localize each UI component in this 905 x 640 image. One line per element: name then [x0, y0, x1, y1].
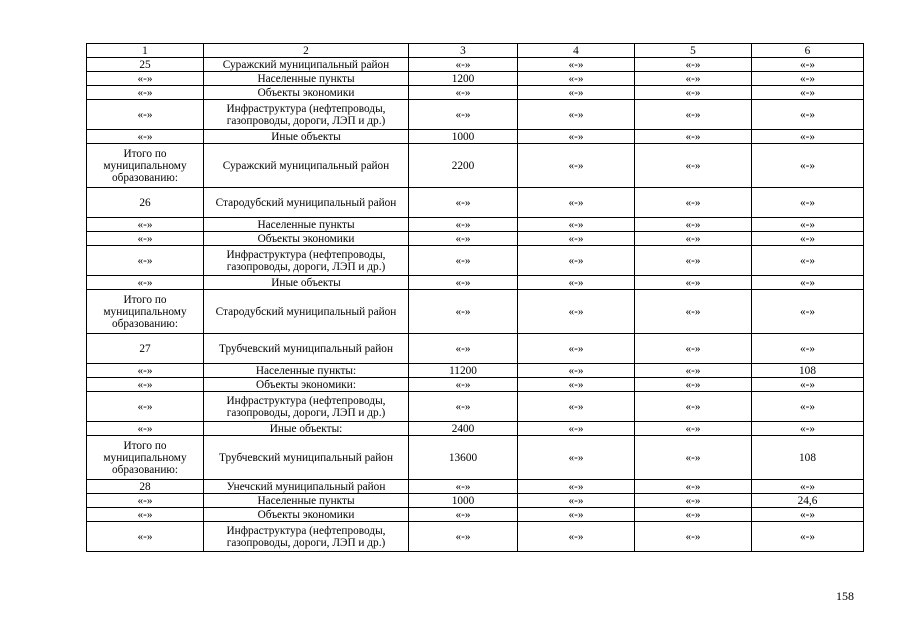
table-cell: «-»: [635, 480, 752, 494]
table-cell: «-»: [518, 58, 635, 72]
table-cell: «-»: [87, 508, 204, 522]
table-cell: 1000: [409, 494, 518, 508]
table-cell: «-»: [752, 290, 864, 334]
table-cell: Унечский муниципальный район: [204, 480, 409, 494]
table-cell: «-»: [518, 392, 635, 422]
table-cell: «-»: [635, 392, 752, 422]
table-cell: «-»: [409, 58, 518, 72]
table-cell: «-»: [752, 422, 864, 436]
table-cell: «-»: [518, 100, 635, 130]
table-row: [87, 436, 864, 480]
table-cell: 26: [87, 188, 204, 218]
table-cell: «-»: [635, 130, 752, 144]
table-cell: «-»: [409, 246, 518, 276]
table-cell: Стародубский муниципальный район: [204, 188, 409, 218]
table-cell: Трубчевский муниципальный район: [204, 334, 409, 364]
table-cell: «-»: [635, 232, 752, 246]
table-cell: «-»: [87, 72, 204, 86]
table-cell: «-»: [752, 334, 864, 364]
table-cell: 24,6: [752, 494, 864, 508]
table-cell: Населенные пункты: [204, 218, 409, 232]
table-cell: Суражский муниципальный район: [204, 58, 409, 72]
table-cell: «-»: [409, 218, 518, 232]
table-cell: «-»: [752, 378, 864, 392]
table-cell: «-»: [409, 86, 518, 100]
table-cell: Суражский муниципальный район: [204, 144, 409, 188]
table-cell: «-»: [518, 72, 635, 86]
table-cell: Объекты экономики: [204, 508, 409, 522]
table-cell: «-»: [635, 522, 752, 552]
table-cell: «-»: [752, 72, 864, 86]
table-cell: 28: [87, 480, 204, 494]
table-cell: «-»: [409, 276, 518, 290]
table-cell: «-»: [409, 290, 518, 334]
table-cell: «-»: [635, 378, 752, 392]
table-cell: 27: [87, 334, 204, 364]
table-row: [87, 508, 864, 522]
table-cell: «-»: [635, 100, 752, 130]
table-cell: Иные объекты:: [204, 422, 409, 436]
table-cell: «-»: [752, 130, 864, 144]
data-table: [86, 43, 864, 552]
table-row: [87, 58, 864, 72]
table-cell: Объекты экономики:: [204, 378, 409, 392]
table-cell: «-»: [518, 232, 635, 246]
table-cell: «-»: [635, 276, 752, 290]
table-cell: 11200: [409, 364, 518, 378]
table-cell: «-»: [87, 232, 204, 246]
table-cell: «-»: [518, 422, 635, 436]
table-cell: «-»: [409, 378, 518, 392]
table-cell: «-»: [752, 58, 864, 72]
table-cell: «-»: [635, 58, 752, 72]
table-cell: «-»: [518, 364, 635, 378]
table-cell: 13600: [409, 436, 518, 480]
table-cell: «-»: [518, 188, 635, 218]
table-cell: «-»: [87, 364, 204, 378]
table-row: [87, 392, 864, 422]
table-cell: «-»: [752, 522, 864, 552]
table-cell: «-»: [87, 522, 204, 552]
table-row: [87, 86, 864, 100]
table-cell: «-»: [518, 130, 635, 144]
table-cell: «-»: [409, 508, 518, 522]
table-row: [87, 480, 864, 494]
header-row: [87, 44, 864, 58]
table-cell: «-»: [87, 494, 204, 508]
table-cell: «-»: [635, 334, 752, 364]
table-cell: «-»: [635, 364, 752, 378]
table-cell: Инфраструктура (нефтепроводы, газопроводы, дороги, ЛЭП и др.): [204, 246, 409, 276]
table-cell: Объекты экономики: [204, 232, 409, 246]
table-cell: «-»: [518, 378, 635, 392]
header-cell: 2: [204, 44, 409, 58]
table-cell: Объекты экономики: [204, 86, 409, 100]
table-cell: «-»: [87, 378, 204, 392]
table-cell: Иные объекты: [204, 130, 409, 144]
table-cell: «-»: [518, 436, 635, 480]
header-cell: 3: [409, 44, 518, 58]
table-row: [87, 188, 864, 218]
table-cell: Итого по муниципальному образованию:: [87, 436, 204, 480]
table-cell: «-»: [752, 86, 864, 100]
table-row: [87, 364, 864, 378]
table-cell: Населенные пункты: [204, 72, 409, 86]
table-cell: 2400: [409, 422, 518, 436]
table-cell: 108: [752, 364, 864, 378]
table-row: [87, 494, 864, 508]
table-cell: «-»: [752, 276, 864, 290]
table-cell: «-»: [752, 480, 864, 494]
page-number: 158: [836, 589, 854, 603]
table-row: [87, 246, 864, 276]
table-cell: «-»: [87, 86, 204, 100]
table-cell: «-»: [518, 246, 635, 276]
table-body: [87, 44, 864, 552]
table-cell: «-»: [518, 290, 635, 334]
table-row: [87, 100, 864, 130]
table-cell: «-»: [635, 144, 752, 188]
table-cell: «-»: [518, 494, 635, 508]
table-cell: «-»: [752, 246, 864, 276]
table-cell: «-»: [752, 508, 864, 522]
table-cell: «-»: [518, 218, 635, 232]
table-row: [87, 290, 864, 334]
table-cell: Трубчевский муниципальный район: [204, 436, 409, 480]
table-cell: «-»: [409, 100, 518, 130]
table-cell: Итого по муниципальному образованию:: [87, 290, 204, 334]
table-cell: «-»: [409, 480, 518, 494]
table-cell: «-»: [518, 86, 635, 100]
table-row: [87, 422, 864, 436]
table-cell: «-»: [635, 86, 752, 100]
table-row: [87, 218, 864, 232]
table-row: [87, 232, 864, 246]
table-cell: Инфраструктура (нефтепроводы, газопроводы, дороги, ЛЭП и др.): [204, 392, 409, 422]
table-cell: «-»: [635, 72, 752, 86]
table-cell: Населенные пункты:: [204, 364, 409, 378]
table-cell: «-»: [518, 276, 635, 290]
table-cell: Населенные пункты: [204, 494, 409, 508]
table-cell: «-»: [635, 494, 752, 508]
table-row: [87, 144, 864, 188]
table-cell: Иные объекты: [204, 276, 409, 290]
table-cell: «-»: [635, 290, 752, 334]
table-cell: «-»: [409, 392, 518, 422]
table-row: [87, 72, 864, 86]
table-cell: «-»: [409, 232, 518, 246]
table-cell: 108: [752, 436, 864, 480]
table-cell: Инфраструктура (нефтепроводы, газопроводы, дороги, ЛЭП и др.): [204, 522, 409, 552]
table-cell: 1000: [409, 130, 518, 144]
table-cell: 1200: [409, 72, 518, 86]
table-cell: 25: [87, 58, 204, 72]
table-cell: «-»: [635, 422, 752, 436]
table-row: [87, 378, 864, 392]
table-cell: «-»: [87, 276, 204, 290]
table-cell: «-»: [635, 508, 752, 522]
table-cell: Стародубский муниципальный район: [204, 290, 409, 334]
table-cell: «-»: [635, 188, 752, 218]
header-cell: 5: [635, 44, 752, 58]
table-cell: «-»: [518, 144, 635, 188]
table-cell: «-»: [87, 422, 204, 436]
table-cell: «-»: [87, 130, 204, 144]
table-row: [87, 130, 864, 144]
table-cell: «-»: [87, 100, 204, 130]
table-cell: «-»: [409, 334, 518, 364]
table-cell: «-»: [518, 522, 635, 552]
table-row: [87, 334, 864, 364]
table-cell: 2200: [409, 144, 518, 188]
header-cell: 4: [518, 44, 635, 58]
table-cell: «-»: [518, 480, 635, 494]
table-cell: «-»: [635, 436, 752, 480]
table-cell: «-»: [87, 246, 204, 276]
table-cell: Инфраструктура (нефтепроводы, газопроводы, дороги, ЛЭП и др.): [204, 100, 409, 130]
table-cell: «-»: [752, 144, 864, 188]
table-cell: «-»: [635, 218, 752, 232]
table-row: [87, 522, 864, 552]
table-cell: «-»: [752, 232, 864, 246]
table-cell: «-»: [87, 218, 204, 232]
table-cell: «-»: [752, 100, 864, 130]
table-cell: «-»: [752, 392, 864, 422]
table-row: [87, 276, 864, 290]
table-cell: «-»: [87, 392, 204, 422]
header-cell: 1: [87, 44, 204, 58]
table-cell: «-»: [752, 188, 864, 218]
table-cell: «-»: [518, 508, 635, 522]
table-cell: «-»: [635, 246, 752, 276]
header-cell: 6: [752, 44, 864, 58]
table-cell: «-»: [409, 522, 518, 552]
table-cell: «-»: [752, 218, 864, 232]
table-cell: Итого по муниципальному образованию:: [87, 144, 204, 188]
table-cell: «-»: [409, 188, 518, 218]
table-cell: «-»: [518, 334, 635, 364]
